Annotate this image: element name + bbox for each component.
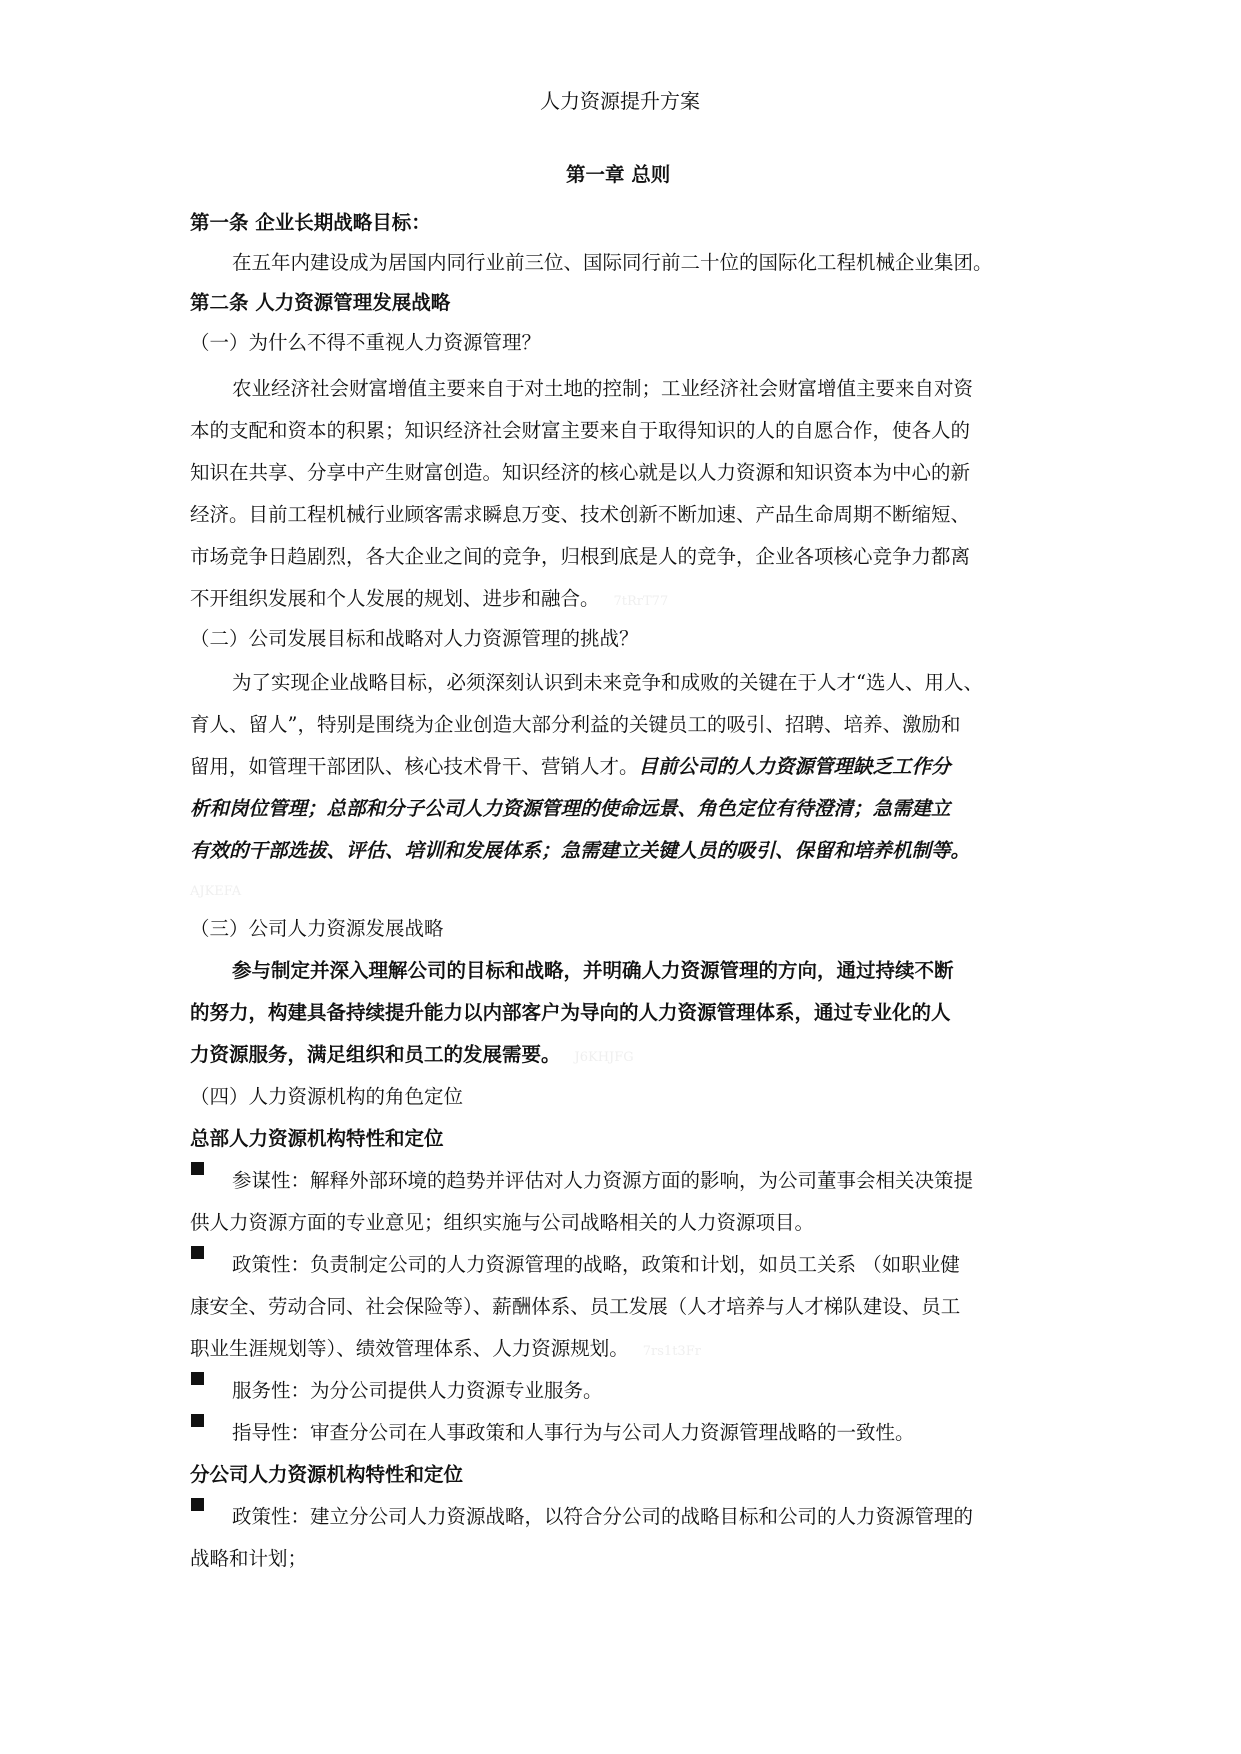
hq-item-line: 政策性：负责制定公司的人力资源管理的战略，政策和计划，如员工关系 （如职业健 (232, 1253, 960, 1276)
section2-paragraph-line: 育人、留人”，特别是围绕为企业创造大部分利益的关键员工的吸引、招聘、培养、激励和 (190, 713, 961, 736)
section2-paragraph-line (190, 754, 951, 780)
bullet-square-icon (191, 1414, 204, 1427)
hq-item-line: 供人力资源方面的专业意见；组织实施与公司战略相关的人力资源项目。 (190, 1211, 815, 1234)
article2-heading: 第二条 人力资源管理发展战略 (190, 291, 451, 314)
section1-paragraph-line: 知识在共享、分享中产生财富创造。知识经济的核心就是以人力资源和知识资本为中心的新 (190, 461, 971, 484)
branch-item-line: 政策性：建立分公司人力资源战略，以符合分公司的战略目标和公司的人力资源管理的 (232, 1505, 974, 1528)
hq-item-text: 职业生涯规划等）、绩效管理体系、人力资源规划。 (190, 1337, 629, 1360)
section3-paragraph-line: 的努力，构建具备持续提升能力以内部客户为导向的人力资源管理体系，通过专业化的人 (190, 1001, 951, 1024)
document-title: 人力资源提升方案 (540, 89, 700, 113)
section3-heading: （三）公司人力资源发展战略 (190, 917, 444, 940)
section1-paragraph-line: 本的支配和资本的积累；知识经济社会财富主要来自于取得知识的人的自愿合作，使各人的 (190, 419, 971, 442)
section3-paragraph-line: 参与制定并深入理解公司的目标和战略，并明确人力资源管理的方向，通过持续不断 (232, 959, 954, 982)
bullet-square-icon (191, 1246, 204, 1259)
watermark-text: 7tRrT77 (613, 594, 669, 609)
branch-subheading: 分公司人力资源机构特性和定位 (190, 1463, 464, 1486)
section1-paragraph-line: 农业经济社会财富增值主要来自于对土地的控制；工业经济社会财富增值主要来自对资 (232, 377, 974, 400)
section2-paragraph-text: 留用，如管理干部团队、核心技术骨干、营销人才。 (190, 755, 639, 778)
bullet-square-icon (191, 1498, 204, 1511)
watermark-text: J6KHJFG (574, 1050, 634, 1065)
bullet-square-icon (191, 1162, 204, 1175)
section2-emphasis-line: 析和岗位管理；总部和分子公司人力资源管理的使命远景、角色定位有待澄清；急需建立 (190, 797, 951, 820)
section1-paragraph-line: 经济。目前工程机械行业顾客需求瞬息万变、技术创新不断加速、产品生命周期不断缩短、 (190, 503, 971, 526)
chapter-heading: 第一章 总则 (566, 163, 671, 186)
watermark-text: 7rs1t3Fr (642, 1344, 701, 1359)
hq-item-line: 康安全、劳动合同、社会保险等）、薪酬体系、员工发展（人才培养与人才梯队建设、员工 (190, 1295, 961, 1318)
hq-item-line: 服务性：为分公司提供人力资源专业服务。 (232, 1379, 603, 1402)
hq-item-line (190, 1336, 701, 1365)
watermark-text: AJKEFA (190, 884, 242, 899)
branch-item-line: 战略和计划； (190, 1547, 308, 1570)
hq-item-line: 指导性：审查分公司在人事政策和人事行为与公司人力资源管理战略的一致性。 (232, 1421, 915, 1444)
section2-emphasis-line: 有效的干部选拔、评估、培训和发展体系；急需建立关键人员的吸引、保留和培养机制等。 (190, 839, 971, 862)
section1-paragraph-text: 不开组织发展和个人发展的规划、进步和融合。 (190, 587, 600, 610)
section1-paragraph-line: 市场竞争日趋剧烈，各大企业之间的竞争，归根到底是人的竞争，企业各项核心竞争力都离 (190, 545, 971, 568)
hq-subheading: 总部人力资源机构特性和定位 (190, 1127, 444, 1150)
section3-paragraph-line (190, 1042, 634, 1071)
section4-heading: （四）人力资源机构的角色定位 (190, 1085, 464, 1108)
article1-heading: 第一条 企业长期战略目标： (190, 211, 431, 234)
section2-paragraph-line: 为了实现企业战略目标，必须深刻认识到未来竞争和成败的关键在于人才“选人、用人、 (232, 671, 983, 694)
section1-paragraph-line (190, 586, 668, 615)
hq-item-line: 参谋性：解释外部环境的趋势并评估对人力资源方面的影响，为公司董事会相关决策提 (232, 1169, 974, 1192)
article1-body: 在五年内建设成为居国内同行业前三位、国际同行前二十位的国际化工程机械企业集团。 (232, 251, 993, 274)
section2-heading: （二）公司发展目标和战略对人力资源管理的挑战？ (190, 627, 639, 650)
section2-emphasis-text: 目前公司的人力资源管理缺乏工作分 (638, 755, 951, 778)
section3-paragraph-text: 力资源服务，满足组织和员工的发展需要。 (190, 1043, 561, 1066)
bullet-square-icon (191, 1372, 204, 1385)
section1-heading: （一）为什么不得不重视人力资源管理？ (190, 331, 542, 354)
